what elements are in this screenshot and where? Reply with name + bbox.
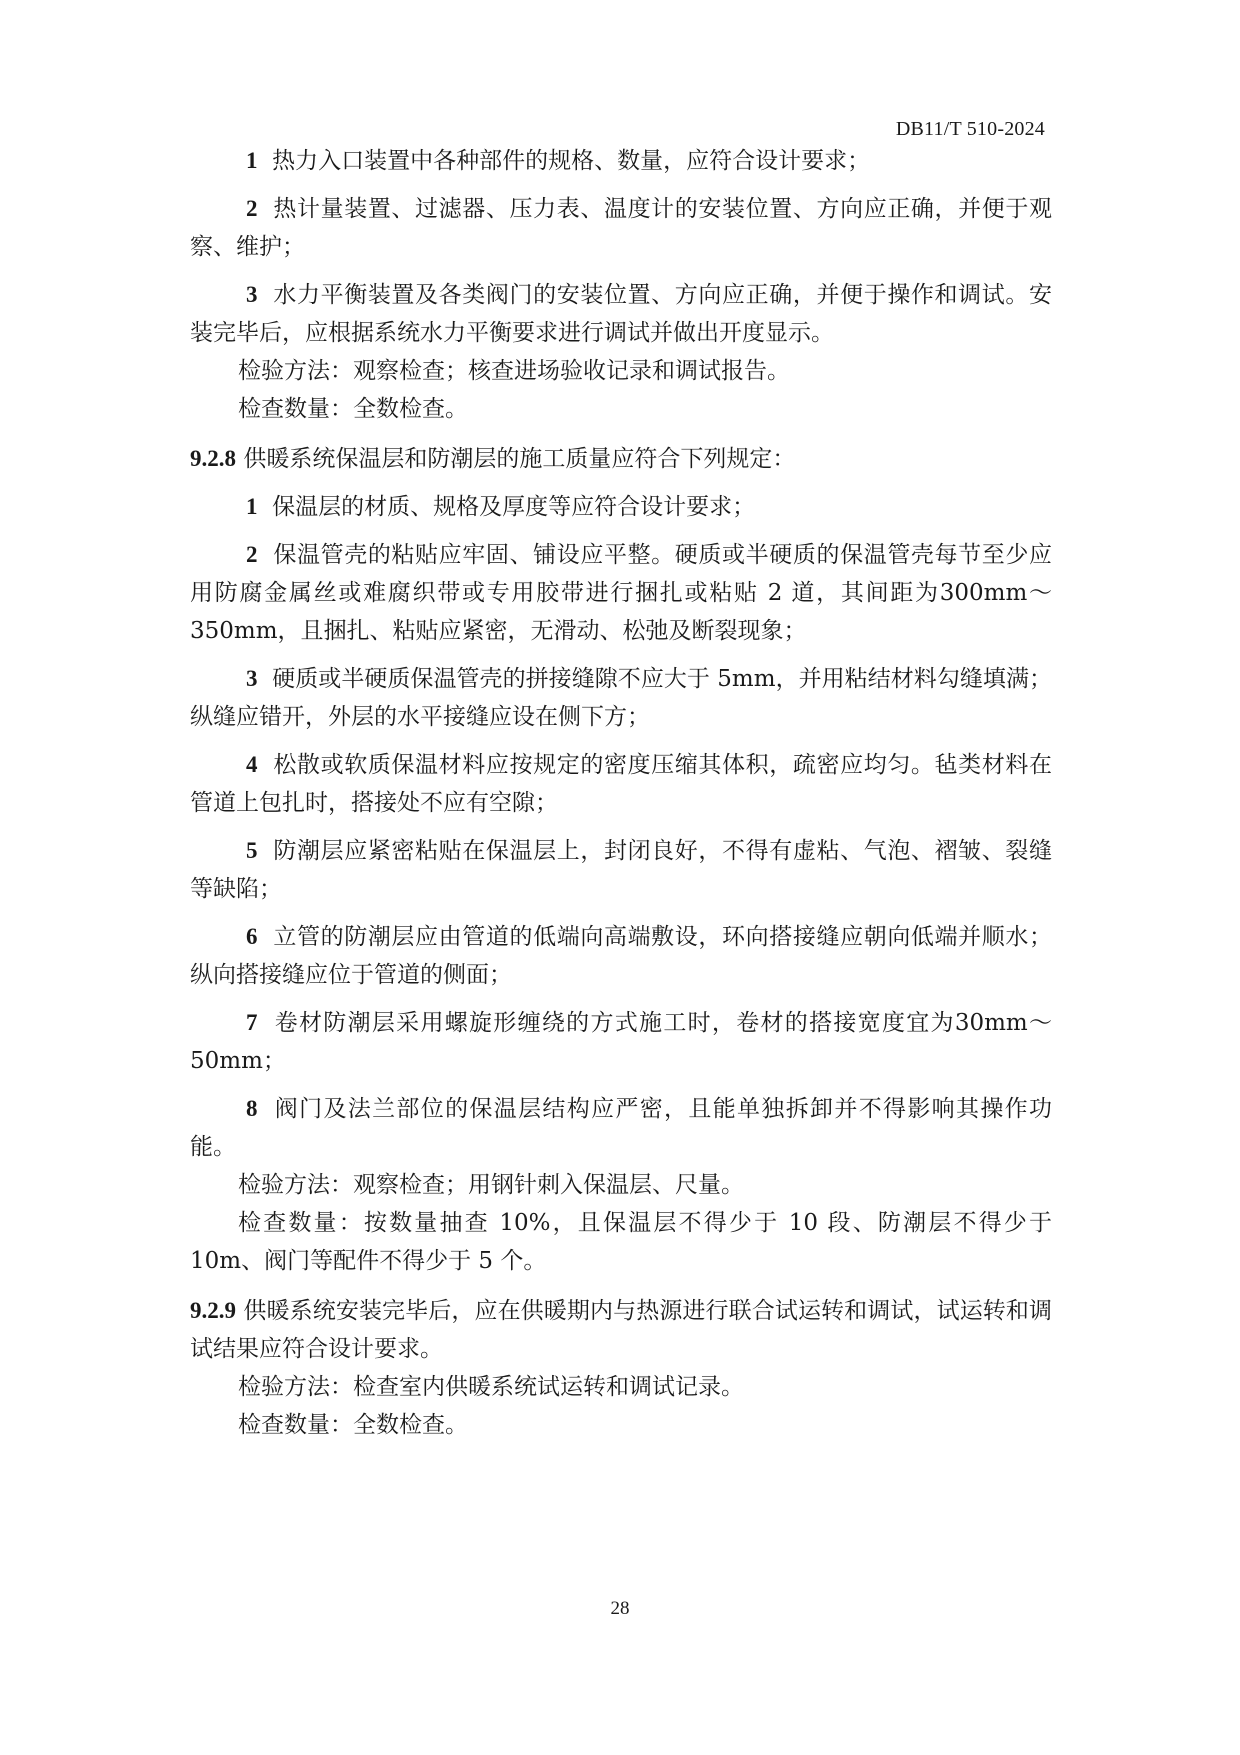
page-content [190,142,1052,1444]
item-number: 8 [246,1096,258,1121]
page-number: 28 [610,1598,630,1619]
inspection-method: 检验方法：检查室内供暖系统试运转和调试记录。 [238,1374,744,1400]
item-text: 热计量装置、过滤器、压力表、温度计的安装位置、方向应正确，并便于观察、维护； [190,196,1053,260]
inspection-method: 检验方法：观察检查；用钢针刺入保温层、尺量。 [238,1172,744,1198]
item-text: 立管的防潮层应由管道的低端向高端敷设，环向搭接缝应朝向低端并顺水；纵向搭接缝应位于管道的侧面； [190,924,1053,988]
list-item [190,190,1052,266]
item-text: 硬质或半硬质保温管壳的拼接缝隙不应大于 5mm，并用粘结材料勾缝填满；纵缝应错开，外层的水平接缝应设在侧下方； [190,666,1052,730]
list-item [190,276,1052,352]
item-text: 卷材防潮层采用螺旋形缠绕的方式施工时，卷材的搭接宽度宜为30mm～50mm； [190,1010,1052,1074]
item-text: 热力入口装置中各种部件的规格、数量，应符合设计要求； [272,148,871,174]
item-number: 7 [246,1010,258,1035]
item-text: 阀门及法兰部位的保温层结构应严密，且能单独拆卸并不得影响其操作功能。 [190,1096,1052,1160]
item-number: 2 [246,542,258,567]
clause-heading [190,1292,1052,1368]
list-item [190,536,1052,650]
item-number: 1 [246,494,258,519]
clause-number: 9.2.9 [190,1298,236,1323]
item-text: 保温层的材质、规格及厚度等应符合设计要求； [272,494,756,520]
clause-text: 供暖系统保温层和防潮层的施工质量应符合下列规定： [243,446,796,472]
item-number: 6 [246,924,258,949]
item-text: 防潮层应紧密粘贴在保温层上，封闭良好，不得有虚粘、气泡、褶皱、裂缝等缺陷； [190,838,1053,902]
clause-text: 供暖系统安装完毕后，应在供暖期内与热源进行联合试运转和调试，试运转和调试结果应符合设计要求。 [190,1298,1053,1362]
inspection-quantity: 检查数量：按数量抽查 10%，且保温层不得少于 10 段、防潮层不得少于10m、阀门等配件不得少于 5 个。 [190,1210,1052,1274]
item-number: 3 [246,282,258,307]
inspection-quantity: 检查数量：全数检查。 [238,396,468,422]
list-item [190,1090,1052,1166]
inspection-quantity: 检查数量：全数检查。 [238,1412,468,1438]
clause-number: 9.2.8 [190,446,236,471]
item-text: 保温管壳的粘贴应牢固、铺设应平整。硬质或半硬质的保温管壳每节至少应用防腐金属丝或难腐织带或专用胶带进行捆扎或粘贴 2 道，其间距为300mm～350mm，且捆扎、粘贴应紧密，无滑动、松弛及断裂现象； [190,542,1053,644]
item-text: 松散或软质保温材料应按规定的密度压缩其体积，疏密应均匀。毡类材料在管道上包扎时，搭接处不应有空隙； [190,752,1053,816]
list-item [190,832,1052,908]
item-number: 1 [246,148,258,173]
list-item [190,918,1052,994]
item-number: 3 [246,666,258,691]
clause-heading [190,440,1052,478]
item-number: 5 [246,838,258,863]
list-item [190,142,1052,180]
list-item [190,1004,1052,1080]
document-code: DB11/T 510-2024 [895,118,1045,140]
list-item [190,488,1052,526]
list-item [190,660,1052,736]
inspection-method: 检验方法：观察检查；核查进场验收记录和调试报告。 [238,358,790,384]
list-item [190,746,1052,822]
item-number: 4 [246,752,258,777]
item-number: 2 [246,196,258,221]
item-text: 水力平衡装置及各类阀门的安装位置、方向应正确，并便于操作和调试。安装完毕后，应根据系统水力平衡要求进行调试并做出开度显示。 [190,282,1053,346]
